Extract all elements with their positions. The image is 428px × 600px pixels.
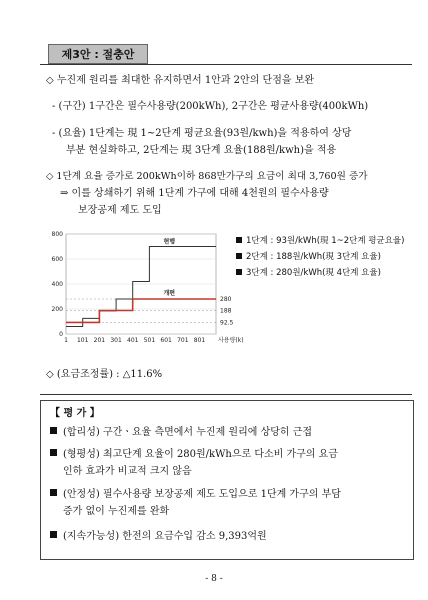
para-rate-1: - (요율) 1단계는 現 1~2단계 평균요율(93원/kwh)을 적용하여 상당 xyxy=(52,128,352,139)
y-tick-label: 400 xyxy=(51,281,63,288)
x-axis-label: 사용량(k) xyxy=(218,337,244,344)
y-tick-label: 800 xyxy=(51,231,63,238)
x-tick-label: 201 xyxy=(93,337,106,344)
x-tick-label: 101 xyxy=(76,337,89,344)
legend-item-1: 1단계 : 93원/kWh(現 1~2단계 평균요율) xyxy=(236,234,404,246)
bottom-rule xyxy=(40,394,412,395)
x-tick-label: 1 xyxy=(64,337,68,344)
eval-item-stability: (안정성) 필수사용량 보장공제 제도 도입으로 1단계 가구의 부담 xyxy=(50,488,341,502)
bullet-icon xyxy=(50,489,57,496)
x-tick-label: 701 xyxy=(177,337,189,344)
series-label-current: 현행 xyxy=(163,238,176,246)
para-increase-1: ◇ 1단계 요율 증가로 200kWh이하 868만가구의 요금이 최대 3,760원 증가 xyxy=(46,171,368,182)
eval-item-equity: (형평성) 최고단계 요율이 280원/kWh으로 다소비 가구의 요금 xyxy=(50,448,338,462)
x-tick-label: 601 xyxy=(160,337,172,344)
bullet-icon xyxy=(50,427,57,434)
right-value-label: 188 xyxy=(220,307,232,315)
legend-square-icon xyxy=(236,269,242,275)
para-interval: - (구간) 1구간은 필수사용량(200kWh), 2구간은 평균사용량(400kWh) xyxy=(52,101,369,112)
x-tick-label: 801 xyxy=(193,337,206,344)
para-increase-3: 보장공제 제도 도입 xyxy=(78,205,162,216)
rate-chart xyxy=(46,226,244,356)
right-value-label: 92.5 xyxy=(220,319,234,327)
page-number: - 8 - xyxy=(205,574,223,584)
eval-item-sustainability: (지속가능성) 한전의 요금수입 감소 9,393억원 xyxy=(50,530,267,544)
y-tick-label: 600 xyxy=(51,256,63,263)
para-adjustment: ◇ (요금조정률) : △11.6% xyxy=(46,369,163,380)
para-rate-2: 부분 현실화하고, 2단계는 現 3단계 요율(188원/kwh)을 적용 xyxy=(66,145,337,156)
bullet-icon xyxy=(50,449,57,456)
evaluation-title: 【 평 가 】 xyxy=(50,408,100,419)
y-tick-label: 0 xyxy=(59,331,63,338)
para-increase-2: ⇒ 이를 상쇄하기 위해 1단계 가구에 대해 4천원의 필수사용량 xyxy=(60,188,329,199)
eval-item-rationality: (합리성) 구간ㆍ요율 측면에서 누진제 원리에 상당히 근접 xyxy=(50,426,312,440)
x-tick-label: 301 xyxy=(110,337,122,344)
top-rule xyxy=(40,64,412,65)
eval-item-stability-cont: 증가 없이 누진제를 완화 xyxy=(63,506,170,517)
section-tag: 제3안 : 절충안 xyxy=(48,44,148,64)
eval-item-equity-cont: 인하 효과가 비교적 크지 않음 xyxy=(63,466,192,477)
bullet-icon xyxy=(50,531,57,538)
series-label-revised: 개편 xyxy=(163,290,176,297)
legend-item-3: 3단계 : 280원/kWh(現 4단계 요율) xyxy=(236,266,381,278)
right-value-label: 280 xyxy=(220,296,232,303)
para-principle: ◇ 누진제 원리를 최대한 유지하면서 1안과 2안의 단점을 보완 xyxy=(46,75,315,86)
x-tick-label: 401 xyxy=(127,337,139,344)
legend-item-2: 2단계 : 188원/kWh(現 3단계 요율) xyxy=(236,250,381,262)
x-tick-label: 501 xyxy=(143,337,156,344)
y-tick-label: 200 xyxy=(51,306,63,313)
legend-square-icon xyxy=(236,237,242,243)
legend-square-icon xyxy=(236,253,242,259)
